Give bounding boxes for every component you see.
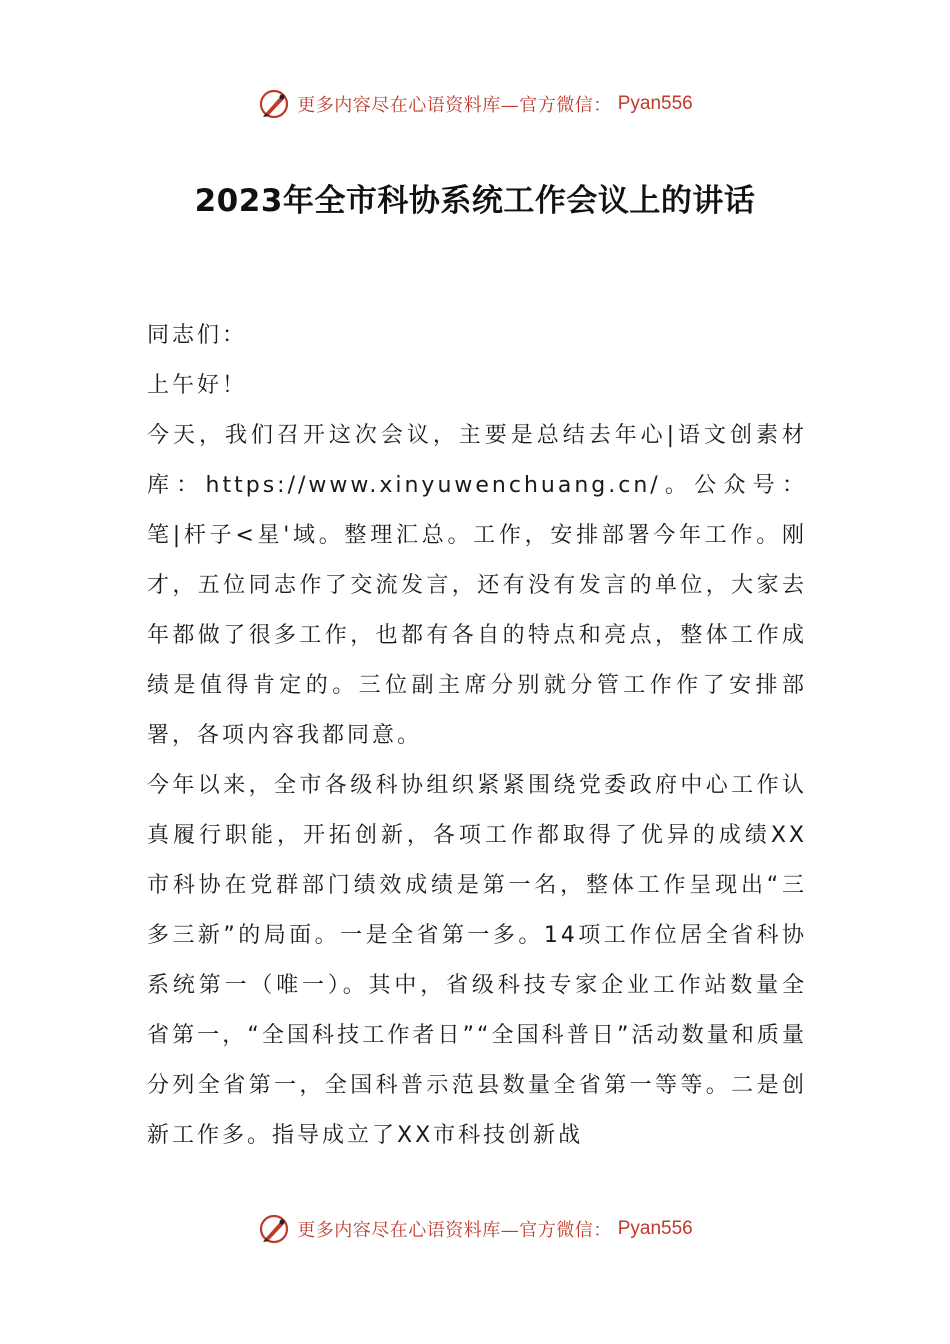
- header-banner-handle: Pyan556: [617, 93, 693, 114]
- paragraph-salutation: 同志们：: [147, 323, 248, 348]
- header-banner-text: 更多内容尽在心语资料库—官方微信：: [297, 95, 612, 116]
- paragraph-greeting: 上午好！: [147, 373, 248, 398]
- footer-banner: [0, 1209, 950, 1249]
- header-banner: [0, 84, 950, 124]
- brush-logo-icon: [257, 1212, 291, 1246]
- paragraph: 今天，我们召开这次会议，主要是总结去年心|语文创素材库：https://www.xinyuwenchuang.cn/。公众号：笔|杆子<星'域。整理汇总。工作，安排部署今年工作。刚才，五位同志作了交流发言，还有没有发言的单位，大家去年都做了很多工作，也都有各自的特点和亮点，整体工作成绩是值得肯定的。三位副主席分别就分管工作作了安排部署，各项内容我都同意。: [147, 423, 807, 748]
- footer-banner-handle: Pyan556: [617, 1218, 693, 1239]
- document-title: 2023年全市科协系统工作会议上的讲话: [194, 183, 756, 219]
- paragraph: 今年以来，全市各级科协组织紧紧围绕党委政府中心工作认真履行职能，开拓创新，各项工作都取得了优异的成绩XX市科协在党群部门绩效成绩是第一名，整体工作呈现出“三多三新”的局面。一是全省第一多。14项工作位居全省科协系统第一（唯一）。其中，省级科技专家企业工作站数量全省第一，“全国科技工作者日”“全国科普日”活动数量和质量分列全省第一，全国科普示范县数量全省第一等等。二是创新工作多。指导成立了XX市科技创新战: [147, 773, 807, 1148]
- document-body: [147, 311, 807, 1161]
- footer-banner-text: 更多内容尽在心语资料库—官方微信：: [297, 1220, 612, 1241]
- brush-logo-icon: [257, 87, 291, 121]
